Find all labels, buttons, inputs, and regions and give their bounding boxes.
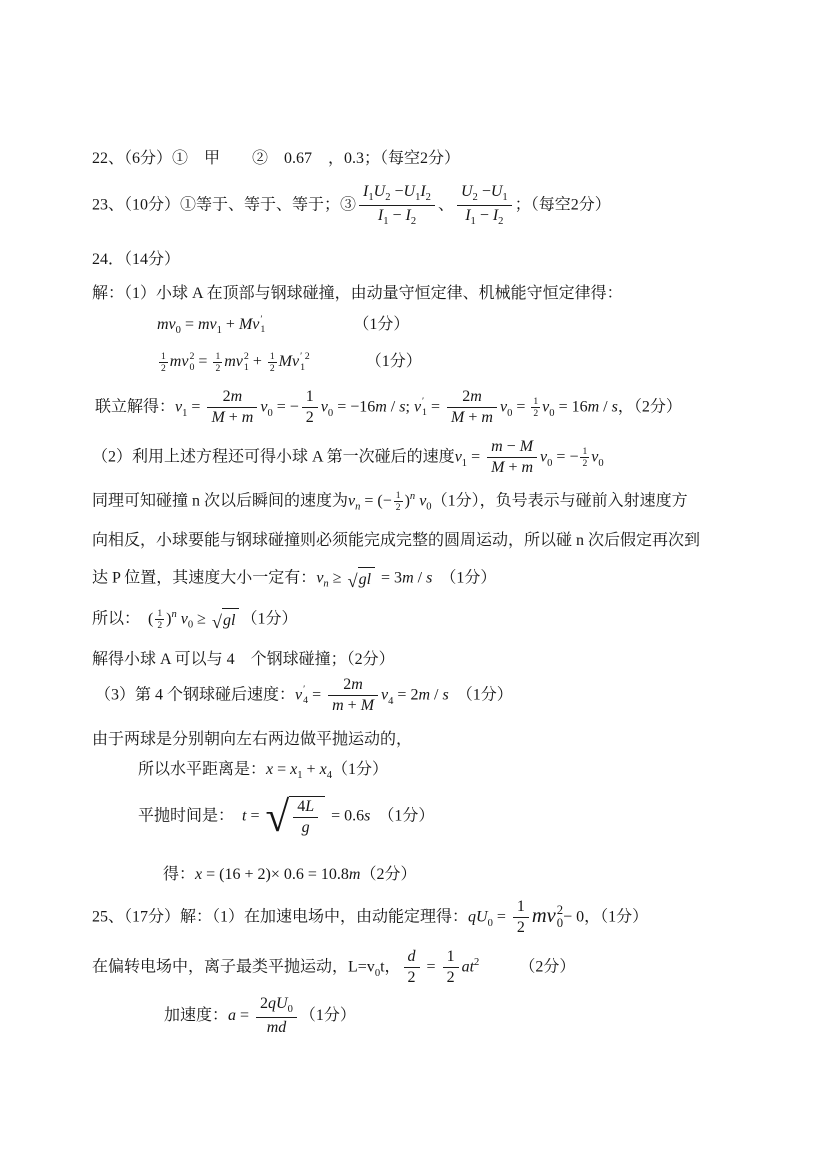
q24-projectile-time: 平抛时间是： t = √ $\frac{4L}{g}$ = 0.6s （1分） — [138, 794, 435, 842]
q24-part2-line1: 同理可知碰撞 n 次以后瞬间的速度为$v_n$ = (− $\frac{1}{2}$ )$^n$ $v_0(1$分），负号表示与碰前入射速度方 — [92, 490, 688, 514]
answer-22: 22、（6分）① 甲 ② 0.67 ，0.3；（每空2分） — [92, 150, 461, 167]
answer-25-part1: 25、（17分）解：（1）在加速电场中，由动能定理得：$qU_0$ = $\frac{1}{2}$ mv 2 0 − 0，（1分） — [92, 898, 649, 937]
q24-projectile-note: 由于两球是分别朝向左右两边做平抛运动的， — [92, 731, 413, 748]
q24-part3-velocity: （3）第 4 个钢球碰后速度：v ′ 4 = $\frac{2m}{m + M}$ $v_4 = 2m / s$ （1分） — [95, 676, 513, 715]
q25-deflection-line: 在偏转电场中，离子最类平抛运动，$L=v_0t$， $\frac{d}{2}$ = $\frac{1}{2}$ $at^2$ （2分） — [92, 948, 576, 987]
q24-horizontal-distance: 所以水平距离是：$x = x_1 + x_4(1$分） — [138, 761, 388, 782]
question-24-heading: 24．（14分） — [92, 251, 181, 268]
q24-part2-line3: 达 P 位置，其速度大小一定有：$v_n$ ≥ √ gl = 3m / s （1分） — [92, 567, 496, 592]
q24-part1-intro: 解：（1）小球 A 在顶部与钢球碰撞，由动量守恒定律、机械能守恒定律得： — [92, 285, 623, 302]
q24-result-distance: 得：x = (16 + 2)× 0.6 = 10.8m（2分） — [163, 866, 417, 883]
q25-acceleration: 加速度：a = $\frac{2qU_0}{md}$ （1分） — [164, 995, 356, 1037]
answer-23: 23、（10分）①等于、等于、等于；③ $\frac{I_1U_2 -U_1I_2}{I_1 - I_2}$ 、 $\frac{U_2 -U_1}{I_1 - I_2}$ ；（每空2分） — [92, 183, 611, 228]
q24-inequality: 所以： ( $\frac{1}{2}$ )$^n$ $v_0$ ≥ √ gl （1分） — [92, 608, 298, 633]
q24-part2-line2: 向相反，小球要能与钢球碰撞则必须能完成完整的圆周运动，所以碰 n 次后假定再次到 — [92, 532, 701, 549]
q24-energy-equation: $\frac{1}{2}$ mv 2 0 = $\frac{1}{2}$ mv 2 1 + $\frac{1}{2}$ Mv ′ 2 1 （1分） — [161, 351, 422, 375]
q24-part2-velocity: （2）利用上述方程还可得小球 A 第一次碰后的速度$v_1$ = $\frac{m - M}{M + m}$ $v_0$ = − $\frac{1}{2}$ $v_0$ — [92, 438, 604, 477]
q24-momentum-equation: $mv_0 = mv_1 + Mv$ ′ 1 （1分） — [157, 313, 410, 337]
q24-conclusion-4-balls: 解得小球 A 可以与 4 个钢球碰撞；（2分） — [92, 651, 395, 668]
q24-simultaneous-solution: 联立解得：$v_1$ = $\frac{2m}{M + m}$ $v_0$ = − $\frac{1}{2}$ $v_0 = -16m / s$; v ′ 1 = $\frac{2m}{M + m}$ $v_0$ = $\frac{1}{2}$ $v_0 = 16m / s$，（2分） — [95, 388, 682, 427]
